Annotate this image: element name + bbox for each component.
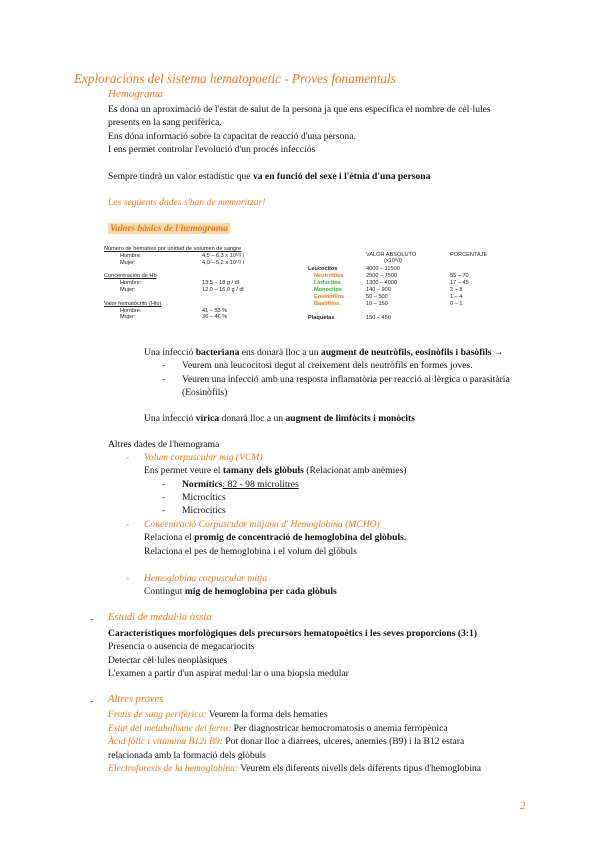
valors-heading-text: Valors bàsics de l'hemograma [110, 223, 229, 234]
hcm-label: Hemoglobina corpuscular mitja [144, 573, 268, 584]
stat-bold: va en funció del sexe i l'ètnia d'una persona [252, 171, 431, 182]
page-number: 2 [520, 800, 526, 812]
intro-line-4: I ens permet controlar l'evolució d'un procés infecciós [108, 144, 316, 155]
mcho-line-1 [144, 531, 406, 544]
monocitos-abs: 140 – 900 [366, 287, 391, 293]
bullet-inflamatoria: Veuren una infecció amb una resposta inflamatòria per reacció al·lèrgica o parasitària [182, 374, 510, 385]
linfocitos-abs: 1300 – 4000 [366, 280, 398, 286]
normitics-bold: Normítics [182, 479, 223, 490]
hematies-heading: Número de hematíes por unidad de volumen de sangre [104, 246, 242, 252]
altres-proves-heading: Altres proves [108, 694, 164, 705]
list-dash: - [90, 614, 94, 625]
list-dash: - [126, 452, 130, 463]
viral-bold-2: augment de limfòcits i monòcits [285, 413, 415, 424]
ferro-text: Per diagnostricar hemocromatosis o anemia ferropènica [231, 723, 448, 734]
bullet-eosinofils: (Eosinòfils) [182, 387, 228, 398]
basofilos-abs: 10 – 150 [366, 301, 388, 307]
hto-mujer-label: Mujer: [120, 314, 136, 321]
neutrofilos-pct: 55 – 70 [450, 273, 469, 279]
list-dash: - [162, 505, 166, 516]
col-pct-header: PORCENTAJE [450, 252, 488, 258]
hcm-bold: mig de hemoglobina per cada glòbuls [184, 586, 337, 597]
viral-line [144, 412, 415, 425]
frotis-text: Veurem la forma dels hematies [206, 709, 328, 720]
neutrofilos-label: Neutrófilos [314, 273, 344, 279]
neutrofilos-abs: 2500 – 7500 [366, 273, 398, 279]
microcitics-1: Microcítics [182, 492, 226, 503]
intro-line-3: Ens dóna informació sobre la capacitat de reacció d'una persona. [108, 131, 356, 142]
col-abs-header: VALOR ABSOLUTO [366, 252, 417, 258]
list-dash: - [162, 479, 166, 490]
hcm-line [144, 585, 337, 598]
list-dash: - [126, 519, 130, 530]
document-title: Exploracions del sistema hematopoetic - Proves fonamentals [74, 71, 396, 86]
ossi-line-2: Detectar cèl·lules neoplàsiques [108, 655, 228, 666]
intro-line-1: Es dona un aproximació de l'estat de salut de la persona ja que ens especifica el nombre de cèl·lules [108, 104, 491, 115]
prova-ferro [108, 722, 448, 735]
hematies-hombre-value: 4,5 – 6,3 x 10¹²/ l [202, 252, 244, 259]
stat-line [108, 170, 430, 183]
hto-hombre-label: Hombre: [120, 307, 142, 314]
plaquetas-value: 150 – 450 [366, 315, 391, 321]
hb-heading: Concentración de Hb [104, 273, 157, 280]
bullet-leucocitosi: Veurem una leucocitosi degut al creixement dels neutròfils en formes joves. [182, 360, 473, 371]
folic-text: Pot donar lloc a diarrees, ulceres, anemies (B9) i la B12 estara [222, 736, 465, 747]
bacterial-line [144, 346, 503, 359]
hb-mujer-label: Mujer: [120, 286, 136, 293]
hematies-mujer-label: Mujer: [120, 259, 136, 266]
folic-label: Àcid fòlic i vitamina B12i B9: [108, 736, 223, 747]
mcho-pre: Relaciona el [144, 532, 195, 543]
leucocitos-label: Leucocitos [308, 266, 338, 272]
stat-pre: Sempre tindrà un valor estadístic que [108, 171, 253, 182]
basofilos-label: Basófilos [314, 301, 340, 307]
list-dash: - [90, 696, 94, 707]
hcm-pre: Contingut [144, 586, 185, 597]
eosinofilos-label: Eosinófilos [314, 294, 345, 300]
prova-frotis [108, 708, 328, 721]
viral-pre: Una infecció [144, 413, 196, 424]
basofilos-pct: 0 – 1 [450, 301, 463, 307]
eosinofilos-pct: 1 – 4 [450, 294, 463, 300]
eosinofilos-abs: 50 – 500 [366, 294, 388, 300]
reference-values-table [104, 246, 544, 326]
hb-hombre-value: 13,5 – 18 g / dl [202, 280, 240, 287]
prova-folic-line-2: relacionada amb la formació dels glòbuls [108, 750, 266, 761]
plaquetas-label: Plaquetas [308, 315, 335, 321]
electroforesis-label: Electroforesis de la hemoglobina: [108, 763, 239, 774]
vcm-label: Volum corpuscular mig (VCM) [144, 452, 263, 463]
bullet-dash: - [162, 374, 166, 385]
mcho-bold: promig de concentració de hemoglobina del glòbuls [194, 532, 404, 543]
bact-bold-2: augment de neutròfils, eosinòfils i basòfils → [320, 347, 504, 358]
normitics-range: : 82 - 98 microlitres [222, 479, 299, 490]
hematies-hombre-label: Hombre: [120, 252, 142, 259]
prova-electroforesis [108, 762, 481, 775]
viral-mid: donarà lloc a un [219, 413, 286, 424]
bact-pre: Una infecció [144, 347, 196, 358]
vcm-bold: tamany dels glòbuls [222, 465, 304, 476]
vcm-line [144, 464, 406, 477]
memorize-note: Les següents dades s'han de memoritzar! [108, 197, 266, 208]
ossi-bold-line: Característiques morfològiques dels precursors hematopoètics i les seves proporcions (3:1) [108, 628, 478, 639]
prova-folic [108, 735, 464, 748]
ferro-label: Estat del metabolisme del ferro: [108, 723, 232, 734]
ossi-line-3: L'examen a partir d'un aspirat medul·lar o una biopsia medular [108, 668, 349, 679]
hb-hombre-label: Hombre: [120, 280, 142, 287]
valors-heading [108, 222, 230, 235]
vcm-post: (Relacionat amb anèmies) [303, 465, 407, 476]
viral-bold-1: vírica [195, 413, 220, 424]
ossi-line-1: Presencia o ausencia de megacariocits [108, 641, 255, 652]
hematies-mujer-value: 4,0 – 5,2 x 10¹²/ l [202, 259, 244, 266]
list-dash: - [126, 573, 130, 584]
normitics-line [182, 478, 299, 491]
col-abs-unit: (x10⁶/l) [384, 258, 402, 264]
hto-mujer-value: 36 – 46 % [202, 314, 228, 321]
linfocitos-pct: 17 – 45 [450, 280, 469, 286]
mcho-post: . [403, 532, 407, 543]
bact-bold-1: bacteriana [195, 347, 240, 358]
hto-hombre-value: 41 – 53 % [202, 307, 228, 314]
ossi-heading: Estudi de medul·la òssia [108, 612, 212, 623]
mcho-label: Concentració Corpuscular mitjana d' Hemoglobina (MCHO) [144, 519, 380, 530]
bullet-dash: - [162, 360, 166, 371]
monocitos-pct: 2 – 8 [450, 287, 463, 293]
hto-heading: Valor hematócrito (Hto) [104, 300, 162, 307]
altres-dades-heading: Altres dades de l'hemograma [108, 439, 220, 450]
intro-line-2: presents en la sang perifèrica. [108, 117, 222, 128]
leucocitos-value: 4000 – 11500 [366, 266, 400, 272]
monocitos-label: Monocitos [314, 287, 342, 293]
mcho-line-2: Relaciona el pes de hemoglobina i el volum del glòbuls [144, 546, 357, 557]
linfocitos-label: Linfocitos [314, 280, 341, 286]
electroforesis-text: Veurem els diferents nivells dels diferents tipus d'hemoglobina [238, 763, 482, 774]
hemograma-heading: Hemograma [108, 88, 163, 100]
frotis-label: Frotis de sang perifèrica: [108, 709, 207, 720]
microcitics-2: Microcítics [182, 505, 226, 516]
list-dash: - [162, 492, 166, 503]
left-block [104, 246, 244, 321]
bact-mid: ens donarà lloc a un [239, 347, 321, 358]
vcm-pre: Ens permet veure el [144, 465, 223, 476]
hb-mujer-value: 12,0 – 16,0 g / dl [202, 286, 244, 293]
